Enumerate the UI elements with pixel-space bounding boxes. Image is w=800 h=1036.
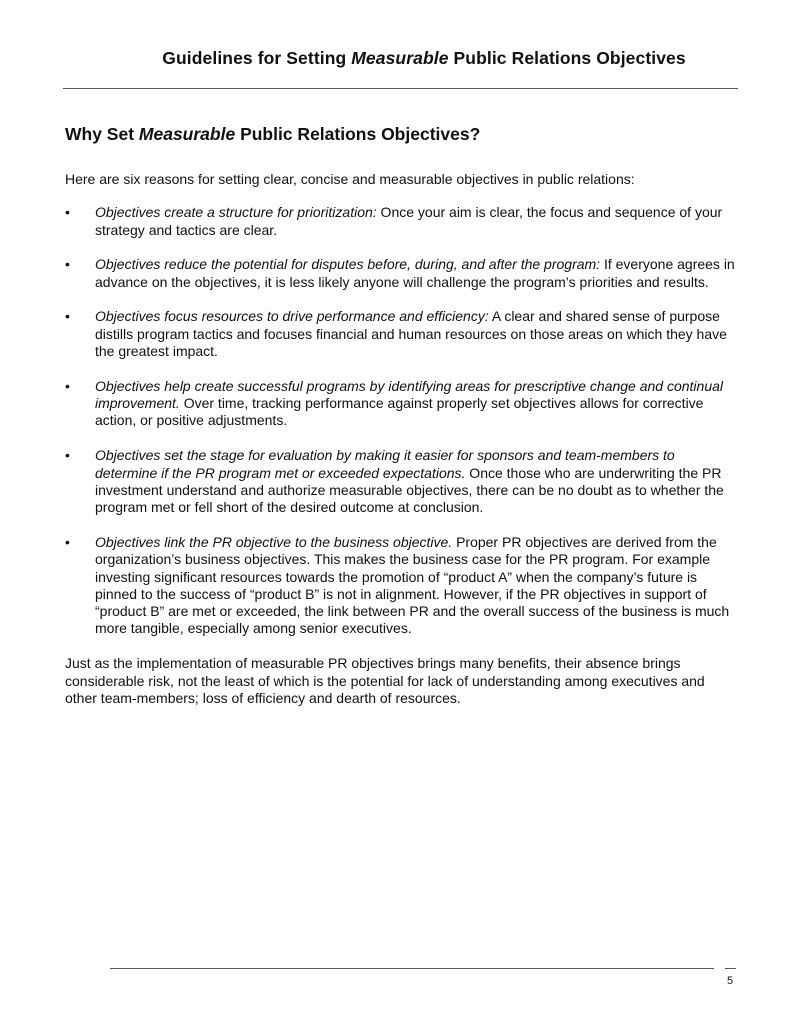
reason-lead: Objectives set the stage for evaluation by making it easier for sponsors and team-members to determine if the PR program met or exceeded expectations.	[95, 447, 675, 481]
reason-item	[65, 447, 737, 516]
header-title-post: Public Relations Objectives	[448, 48, 686, 68]
section-title-pre: Why Set	[65, 124, 139, 144]
reason-lead: Objectives focus resources to drive performance and efficiency:	[95, 308, 489, 325]
reason-text: Once your aim is clear, the focus and sequence of your strategy and tactics are clear.	[95, 204, 723, 238]
header-title-emphasis: Measurable	[351, 48, 449, 68]
reason-lead: Objectives reduce the potential for disputes before, during, and after the program:	[95, 256, 601, 273]
page-header-title	[0, 48, 800, 69]
reason-text: A clear and shared sense of purpose distills program tactics and focuses financial and human resources on those areas on which they have the greatest impact.	[95, 308, 727, 360]
footer-divider	[110, 968, 714, 969]
reason-lead: Objectives link the PR objective to the business objective.	[95, 533, 453, 550]
page-body	[65, 124, 737, 707]
footer-divider-tick	[725, 968, 736, 969]
bullet-icon: •	[65, 377, 70, 394]
section-title-post: Public Relations Objectives?	[235, 124, 481, 144]
section-title	[65, 124, 737, 145]
bullet-icon: •	[65, 447, 70, 464]
reason-lead: Objectives help create successful programs by identifying areas for prescriptive change and continual improvement.	[95, 377, 723, 412]
reason-text: Over time, tracking performance against properly set objectives allows for corrective action, or positive adjustments.	[95, 395, 704, 429]
bullet-icon: •	[65, 204, 70, 221]
closing-paragraph: Just as the implementation of measurable PR objectives brings many benefits, their absence brings considerable risk, not the least of which is the potential for lack of understanding among executives and other team-members; loss of efficiency and dearth of resources.	[65, 655, 705, 706]
intro-paragraph: Here are six reasons for setting clear, concise and measurable objectives in public relations:	[65, 171, 635, 187]
reason-text: Proper PR objectives are derived from the organization’s business objectives. This makes the business case for the PR program. For example investing significant resources towards the promotion of “product A” when the company’s future is pinned to the success of “product B” is not in alignment. However, if the PR objectives in support of “product B” are met or exceeded, the link between PR and the overall success of the business is much more tangible, especially among senior executives.	[95, 533, 730, 637]
reason-text: If everyone agrees in advance on the objectives, it is less likely anyone will challenge the program’s priorities and results.	[95, 256, 735, 290]
section-title-emphasis: Measurable	[138, 124, 236, 144]
reason-item	[65, 308, 737, 360]
reasons-list	[65, 204, 737, 637]
header-divider	[63, 88, 738, 89]
reason-lead: Objectives create a structure for prioritization:	[95, 204, 377, 221]
reason-item	[65, 378, 737, 430]
bullet-icon: •	[65, 256, 70, 273]
reason-item	[65, 204, 737, 239]
page-number: 5	[727, 975, 734, 987]
bullet-icon: •	[65, 308, 70, 325]
reason-item	[65, 534, 737, 638]
header-title-pre: Guidelines for Setting	[162, 48, 352, 68]
reason-item	[65, 256, 737, 291]
reason-text: Once those who are underwriting the PR investment understand and authorize measurable objectives, there can be no doubt as to whether the program met or fell short of the desired outcome at conclusion.	[95, 464, 724, 516]
bullet-icon: •	[65, 533, 70, 550]
